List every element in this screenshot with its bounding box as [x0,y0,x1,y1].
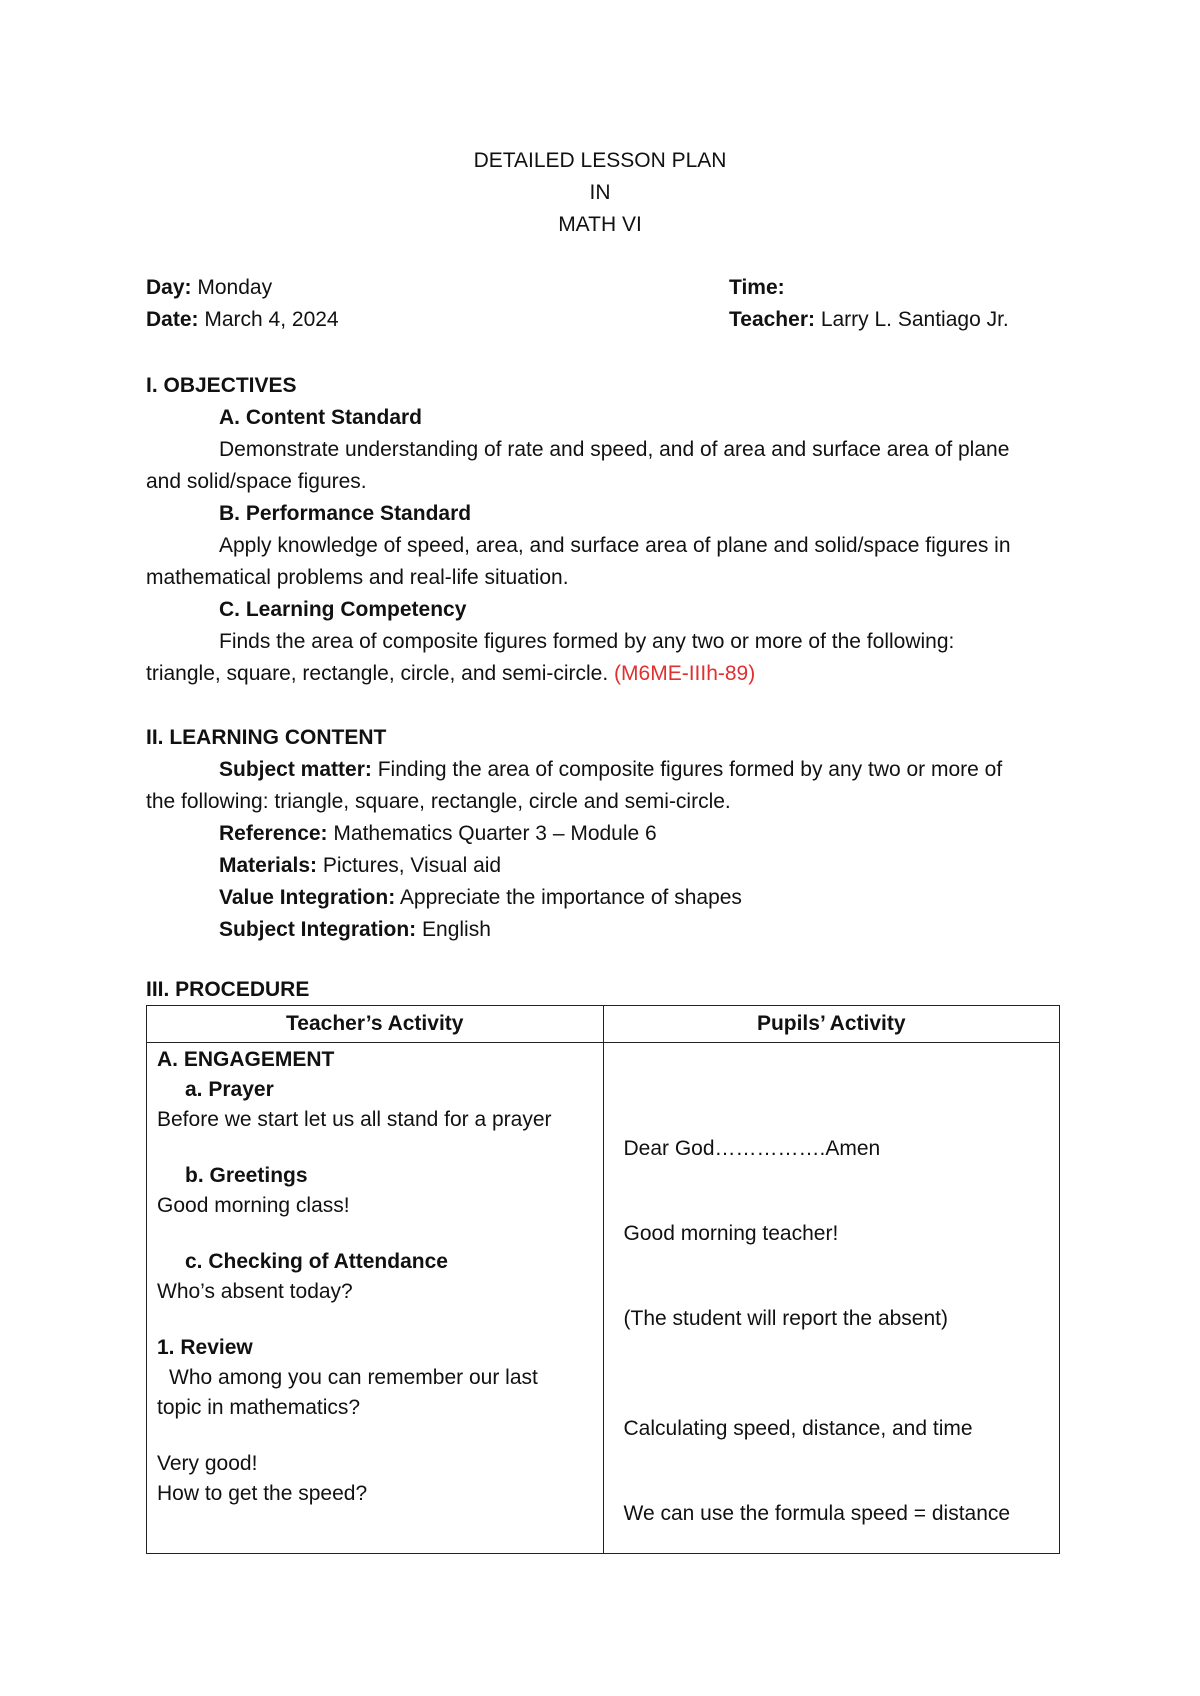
pupil-review-response: Calculating speed, distance, and time [623,1417,973,1440]
subject-matter-text-2: the following: triangle, square, rectangle, circle and semi-circle. [146,790,731,813]
subject-matter-text-1: Finding the area of composite figures formed by any two or more of [377,758,1003,781]
materials-label: Materials: [219,854,318,877]
value-integration-label: Value Integration: [219,886,396,909]
content-standard-heading: A. Content Standard [219,406,422,429]
learning-content-section [146,722,1066,946]
engagement-heading: A. ENGAGEMENT [157,1048,335,1071]
title-line-1: DETAILED LESSON PLAN [473,149,727,172]
content-standard-text-2: and solid/space figures. [146,470,367,493]
day-field [146,272,729,304]
subject-integration-row [146,914,1066,946]
time-label: Time: [729,276,785,299]
learning-competency-text-2 [146,658,1066,690]
pupils-activity-cell [603,1043,1060,1554]
procedure-section [146,974,1066,1006]
learning-competency-text-1: Finds the area of composite figures formed by any two or more of the following: [219,630,955,653]
pupil-prayer-response: Dear God…………….Amen [623,1137,881,1160]
learning-competency-text-2a: triangle, square, rectangle, circle, and semi-circle. [146,662,609,685]
subject-integration-label: Subject Integration: [219,918,417,941]
very-good-text: Very good! [157,1452,258,1475]
content-standard-text-1: Demonstrate understanding of rate and speed, and of area and surface area of plane [219,438,1010,461]
reference-value: Mathematics Quarter 3 – Module 6 [333,822,657,845]
reference-label: Reference: [219,822,328,845]
pupil-speed-response: We can use the formula speed = distance [623,1502,1011,1525]
prayer-text: Before we start let us all stand for a prayer [157,1108,552,1131]
day-value: Monday [197,276,273,299]
subject-matter-row [146,754,1066,786]
date-label: Date: [146,308,199,331]
greetings-text: Good morning class! [157,1194,350,1217]
value-integration-value: Appreciate the importance of shapes [399,886,742,909]
teacher-value: Larry L. Santiago Jr. [820,308,1009,331]
prayer-heading: a. Prayer [185,1078,274,1101]
attendance-heading: c. Checking of Attendance [185,1250,448,1273]
performance-standard-heading: B. Performance Standard [219,502,472,525]
competency-code: (M6ME-IIIh-89) [614,662,756,685]
objectives-heading: I. OBJECTIVES [146,374,297,397]
subject-matter-label: Subject matter: [219,758,372,781]
date-value: March 4, 2024 [204,308,339,331]
pupil-attendance-response: (The student will report the absent) [623,1307,948,1330]
review-heading: 1. Review [157,1336,253,1359]
speed-question: How to get the speed? [157,1482,368,1505]
title-line-2: IN [589,181,611,204]
performance-standard-text-1: Apply knowledge of speed, area, and surface area of plane and solid/space figures in [219,534,1011,557]
title-line-3: MATH VI [558,213,642,236]
materials-row [146,850,1066,882]
lesson-meta [146,272,1066,336]
pupil-greeting-response: Good morning teacher! [623,1222,839,1245]
teacher-activity-header: Teacher’s Activity [147,1006,604,1043]
procedure-table [146,1005,1060,1554]
value-integration-row [146,882,1066,914]
review-text-2: topic in mathematics? [157,1396,361,1419]
learning-content-heading: II. LEARNING CONTENT [146,726,387,749]
learning-competency-heading: C. Learning Competency [219,598,467,621]
teacher-label: Teacher: [729,308,815,331]
objectives-section [146,370,1066,690]
teacher-field [729,304,1009,336]
greetings-heading: b. Greetings [185,1164,308,1187]
time-field [729,272,785,304]
pupils-activity-header: Pupils’ Activity [603,1006,1060,1043]
document-title [0,145,1200,241]
procedure-heading: III. PROCEDURE [146,978,310,1001]
attendance-text: Who’s absent today? [157,1280,353,1303]
review-text-1: Who among you can remember our last [169,1366,538,1389]
subject-integration-value: English [422,918,491,941]
performance-standard-text-2: mathematical problems and real-life situation. [146,566,569,589]
materials-value: Pictures, Visual aid [322,854,502,877]
teacher-activity-cell [147,1043,604,1554]
day-label: Day: [146,276,192,299]
reference-row [146,818,1066,850]
date-field [146,304,729,336]
